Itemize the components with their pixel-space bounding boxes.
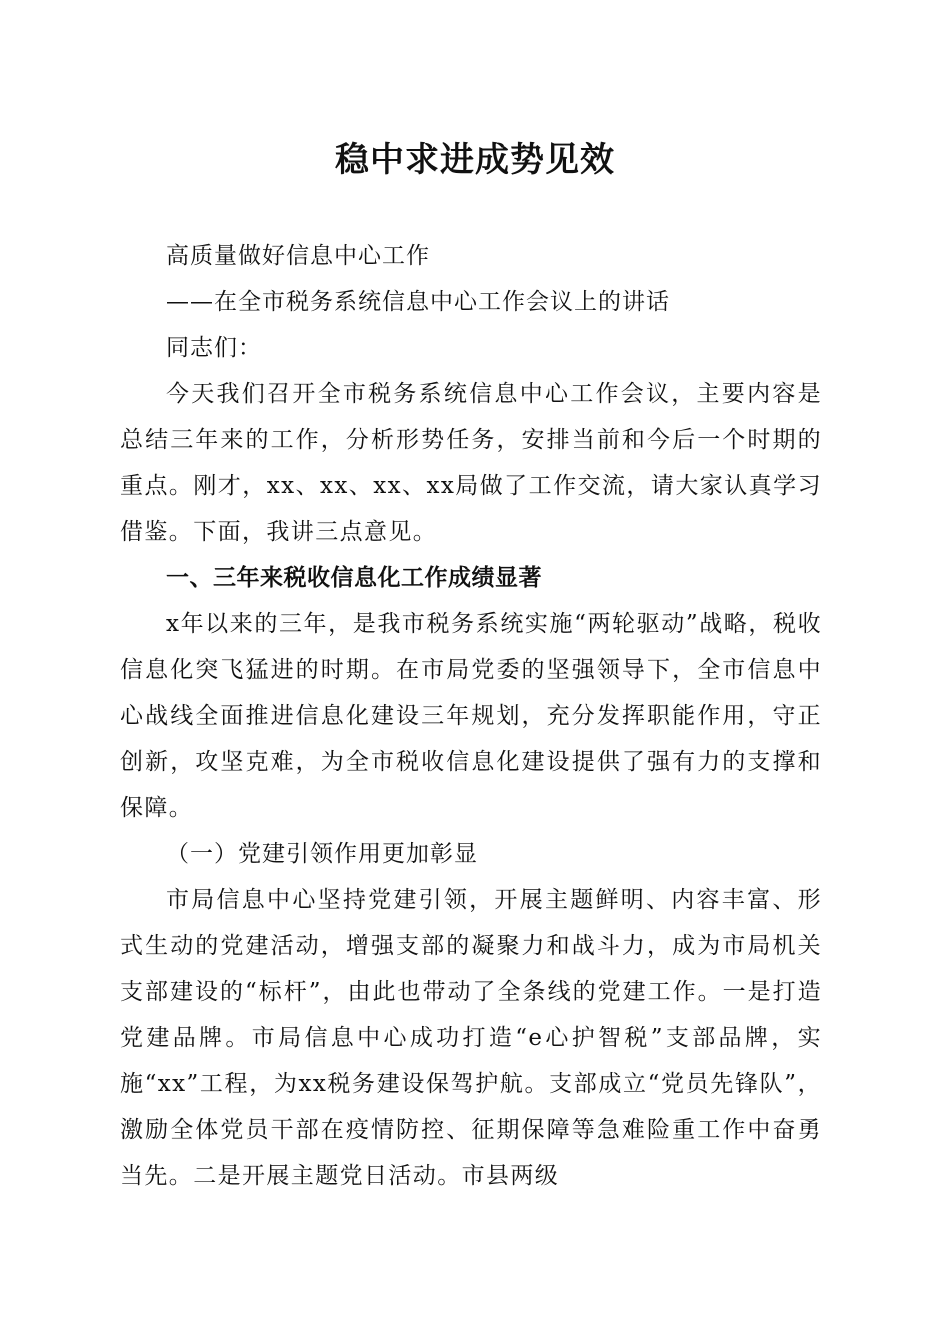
subsection-1-paragraph: 市局信息中心坚持党建引领，开展主题鲜明、内容丰富、形式生动的党建活动，增强支部的凝聚力和战斗力，成为市局机关支部建设的“标杆”，由此也带动了全条线的党建工作。一是打造党建品牌。市局信息中心成功打造“e心护智税”支部品牌，实施“xx”工程，为xx税务建设保驾护航。支部成立“党员先锋队”，激励全体党员干部在疫情防控、征期保障等急难险重工作中奋勇当先。二是开展主题党日活动。市县两级 — [120, 887, 822, 1189]
speech-line: ——在全市税务系统信息中心工作会议上的讲话 — [166, 289, 670, 315]
subsection-heading-1: （一）党建引领作用更加彰显 — [166, 841, 478, 867]
document-body — [120, 233, 822, 1199]
document-title: 稳中求进成势见效 — [335, 140, 615, 180]
section-1-paragraph: x年以来的三年，是我市税务系统实施“两轮驱动”战略，税收信息化突飞猛进的时期。在市局党委的坚强领导下，全市信息中心战线全面推进信息化建设三年规划，充分发挥职能作用，守正创新，攻坚克难，为全市税收信息化建设提供了强有力的支撑和保障。 — [120, 611, 822, 821]
section-heading-1: 一、三年来税收信息化工作成绩显著 — [166, 565, 542, 591]
salutation: 同志们： — [166, 335, 262, 361]
intro-paragraph: 今天我们召开全市税务系统信息中心工作会议，主要内容是总结三年来的工作，分析形势任务，安排当前和今后一个时期的重点。刚才，xx、xx、xx、xx局做了工作交流，请大家认真学习借鉴。下面，我讲三点意见。 — [120, 381, 822, 545]
document-subtitle: 高质量做好信息中心工作 — [166, 243, 430, 269]
